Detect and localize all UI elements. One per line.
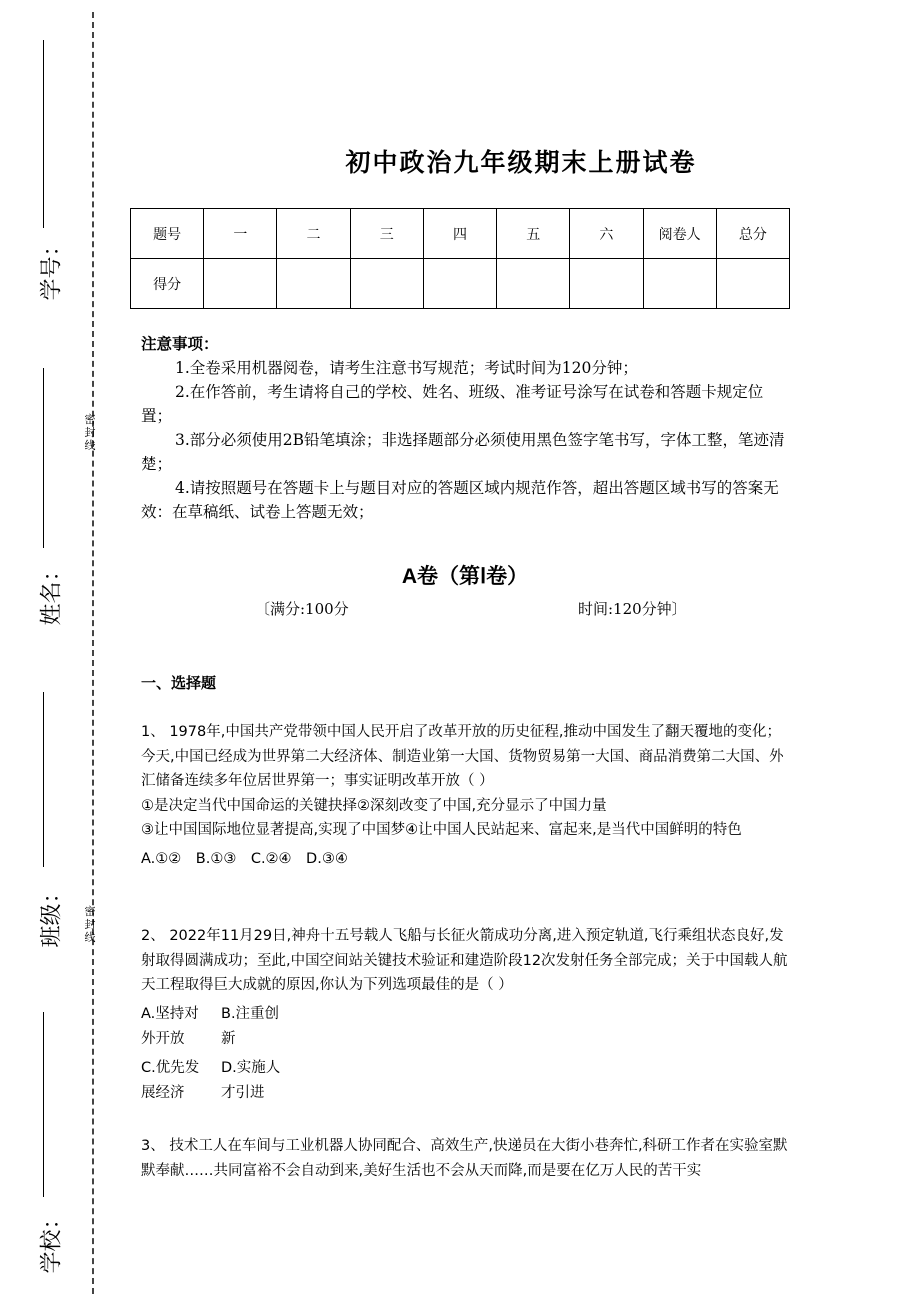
question-options: A.①② B.①③ C.②④ D.③④ bbox=[141, 850, 348, 867]
note-item: 2.在作答前，考生请将自己的学校、姓名、班级、准考证号涂写在试卷和答题卡规定位置； bbox=[141, 383, 764, 425]
section-title: A卷（第Ⅰ卷） bbox=[401, 565, 529, 588]
option-a: A.坚持对 bbox=[141, 1005, 199, 1022]
notes-heading: 注意事项： bbox=[141, 334, 219, 353]
note-item: 4.请按照题号在答题卡上与题目对应的答题区域内规范作答，超出答题区域书写的答案无效：在草稿纸、试卷上答题无效； bbox=[141, 479, 779, 521]
exam-time: 时间:120分钟〕 bbox=[578, 600, 687, 618]
header-cell: 四 bbox=[423, 209, 496, 259]
row-label-cell: 得分 bbox=[131, 259, 204, 309]
class-underline bbox=[43, 692, 44, 867]
option-c-cont: 展经济 bbox=[141, 1084, 185, 1101]
score-cell bbox=[570, 259, 643, 309]
seal-dashed-line bbox=[92, 12, 94, 1294]
header-cell: 一 bbox=[204, 209, 277, 259]
question-3 bbox=[141, 1134, 791, 1183]
student-id-label: 学号： bbox=[39, 234, 65, 301]
score-table-score-row bbox=[131, 259, 790, 309]
option-grid bbox=[141, 1056, 791, 1106]
option-d: D.实施人 bbox=[221, 1059, 281, 1076]
name-label: 姓名： bbox=[39, 559, 65, 626]
score-cell bbox=[643, 259, 716, 309]
header-cell: 二 bbox=[277, 209, 350, 259]
option-c: C.优先发 bbox=[141, 1059, 200, 1076]
name-underline bbox=[43, 368, 44, 548]
question-2 bbox=[141, 924, 791, 1106]
header-cell: 阅卷人 bbox=[643, 209, 716, 259]
notes-block bbox=[141, 332, 791, 524]
school-underline bbox=[43, 1012, 44, 1197]
score-cell bbox=[350, 259, 423, 309]
seal-char: 密 bbox=[84, 413, 96, 426]
option-a-cont: 外开放 bbox=[141, 1030, 185, 1047]
header-cell: 总分 bbox=[716, 209, 789, 259]
header-cell: 题号 bbox=[131, 209, 204, 259]
option-b-cont: 新 bbox=[221, 1030, 236, 1047]
score-cell bbox=[497, 259, 570, 309]
header-cell: 三 bbox=[350, 209, 423, 259]
header-cell: 五 bbox=[497, 209, 570, 259]
score-table bbox=[130, 208, 790, 309]
question-stem: 3、 技术工人在车间与工业机器人协同配合、高效生产,快递员在大街小巷奔忙,科研工作者在实验室默默奉献……共同富裕不会自动到来,美好生活也不会从天而降,而是要在亿万人民的苦干实 bbox=[141, 1138, 788, 1179]
seal-mark-lower bbox=[80, 905, 100, 944]
score-cell bbox=[716, 259, 789, 309]
school-label: 学校： bbox=[39, 1207, 65, 1274]
question-line: ③让中国国际地位显著提高,实现了中国梦④让中国人民站起来、富起来,是当代中国鲜明的特色 bbox=[141, 822, 742, 838]
seal-mark-upper bbox=[80, 413, 100, 452]
seal-char: 线 bbox=[84, 931, 96, 944]
class-label: 班级： bbox=[39, 881, 65, 948]
seal-char: 线 bbox=[84, 439, 96, 452]
score-table-header-row bbox=[131, 209, 790, 259]
seal-char: 封 bbox=[84, 918, 96, 931]
seal-char: 封 bbox=[84, 426, 96, 439]
question-stem: 1、 1978年,中国共产党带领中国人民开启了改革开放的历史征程,推动中国发生了翻天覆地的变化；今天,中国已经成为世界第二大经济体、制造业第一大国、货物贸易第一大国、商品消费第二大国、外汇储备连续多年位居世界第一；事实证明改革开放（ ） bbox=[141, 724, 784, 789]
score-cell bbox=[204, 259, 277, 309]
header-cell: 六 bbox=[570, 209, 643, 259]
full-score: 〔满分:100分 bbox=[255, 600, 349, 618]
option-b: B.注重创 bbox=[221, 1005, 280, 1022]
score-cell bbox=[277, 259, 350, 309]
exam-title: 初中政治九年级期末上册试卷 bbox=[345, 148, 697, 177]
score-cell bbox=[423, 259, 496, 309]
question-stem: 2、 2022年11月29日,神舟十五号载人飞船与长征火箭成功分离,进入预定轨道,飞行乘组状态良好,发射取得圆满成功；至此,中国空间站关键技术验证和建造阶段12次发射任务全部完成；关于中国载人航天工程取得巨大成就的原因,你认为下列选项最佳的是（ ） bbox=[141, 928, 788, 993]
option-grid bbox=[141, 1002, 791, 1052]
question-line: ①是决定当代中国命运的关键抉择②深刻改变了中国,充分显示了中国力量 bbox=[141, 797, 607, 814]
option-d-cont: 才引进 bbox=[221, 1084, 265, 1101]
note-item: 3.部分必须使用2B铅笔填涂；非选择题部分必须使用黑色签字笔书写，字体工整，笔迹清楚； bbox=[141, 431, 785, 473]
note-item: 1.全卷采用机器阅卷，请考生注意书写规范；考试时间为120分钟； bbox=[175, 359, 638, 377]
id-underline bbox=[43, 40, 44, 228]
question-1 bbox=[141, 720, 791, 871]
seal-char: 密 bbox=[84, 905, 96, 918]
part-title: 一、选择题 bbox=[141, 674, 217, 692]
